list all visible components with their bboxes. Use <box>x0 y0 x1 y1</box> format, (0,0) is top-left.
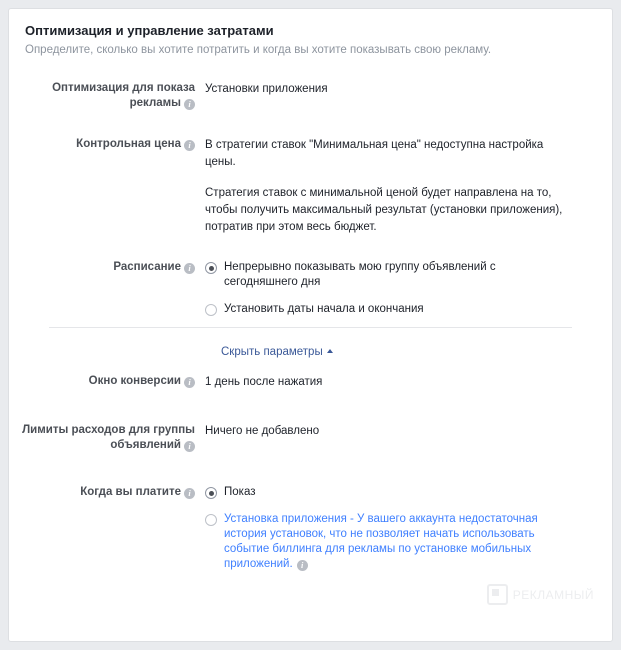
row-label-spend-limits-text: Лимиты расходов для группы объявлений <box>22 424 195 451</box>
schedule-option-dates[interactable] <box>205 302 596 317</box>
watermark-icon <box>487 584 508 605</box>
page-subtitle: Определите, сколько вы хотите потратить и когда вы хотите показывать свою рекламу. <box>25 44 492 56</box>
pay-option-app-install-label <box>224 512 569 572</box>
schedule-radio-group <box>205 260 596 317</box>
settings-card <box>8 8 613 642</box>
pay-option-impression[interactable] <box>205 485 596 500</box>
row-value-when-you-pay <box>205 485 596 572</box>
watermark <box>487 584 594 605</box>
radio-icon[interactable] <box>205 304 217 316</box>
info-icon[interactable]: i <box>184 140 195 151</box>
schedule-option-dates-label: Установить даты начала и окончания <box>224 303 424 315</box>
row-label-optimization <box>9 81 205 111</box>
info-icon[interactable]: i <box>184 263 195 274</box>
control-price-paragraph-1: В стратегии ставок "Минимальная цена" недоступна настройка цены. <box>205 139 544 168</box>
when-you-pay-radio-group <box>205 485 596 572</box>
page-title: Оптимизация и управление затратами <box>25 23 274 38</box>
pay-option-app-install-text: Установка приложения - У вашего аккаунта недостаточная история установок, что не позволяет начать использовать событие биллинга для рекламы по установке мобильных приложений. <box>224 513 538 570</box>
row-label-conversion-window-text: Окно конверсии <box>88 375 181 387</box>
info-icon[interactable]: i <box>184 441 195 452</box>
row-label-spend-limits <box>9 423 205 453</box>
info-icon[interactable]: i <box>184 99 195 110</box>
chevron-up-icon <box>327 349 333 353</box>
settings-rows <box>9 67 612 572</box>
row-label-schedule <box>9 260 205 275</box>
info-icon[interactable]: i <box>184 377 195 388</box>
card-header <box>9 9 612 67</box>
row-conversion-window <box>9 374 612 391</box>
row-spend-limits <box>9 423 612 453</box>
row-schedule <box>9 260 612 317</box>
row-label-when-you-pay <box>9 485 205 500</box>
radio-icon[interactable] <box>205 262 217 274</box>
pay-option-app-install[interactable] <box>205 512 596 572</box>
row-value-spend-limits: Ничего не добавлено <box>205 425 320 437</box>
row-value-schedule <box>205 260 596 317</box>
row-label-optimization-text: Оптимизация для показа рекламы <box>52 82 195 109</box>
radio-icon[interactable] <box>205 487 217 499</box>
toggle-row <box>221 328 612 374</box>
row-value-control-price <box>205 137 596 236</box>
schedule-option-continuous[interactable] <box>205 260 596 290</box>
info-icon[interactable]: i <box>184 488 195 499</box>
pay-option-impression-label: Показ <box>224 486 256 498</box>
hide-options-link[interactable] <box>221 346 333 358</box>
watermark-text: РЕКЛАМНЫЙ <box>512 587 594 602</box>
row-label-schedule-text: Расписание <box>113 261 181 273</box>
radio-icon[interactable] <box>205 514 217 526</box>
row-value-optimization: Установки приложения <box>205 83 328 95</box>
schedule-option-continuous-label: Непрерывно показывать мою группу объявлений с сегодняшнего дня <box>224 261 496 288</box>
row-when-you-pay <box>9 485 612 572</box>
info-icon[interactable]: i <box>297 560 308 571</box>
row-optimization <box>9 81 612 111</box>
hide-options-label: Скрыть параметры <box>221 346 323 358</box>
row-label-conversion-window <box>9 374 205 389</box>
control-price-paragraph-2: Стратегия ставок с минимальной ценой будет направлена на то, чтобы получить максимальный результат (установки приложения), потратив при этом весь бюджет. <box>205 187 563 233</box>
row-value-conversion-window: 1 день после нажатия <box>205 376 323 388</box>
row-label-control-price <box>9 137 205 152</box>
row-label-control-price-text: Контрольная цена <box>76 138 181 150</box>
row-control-price <box>9 137 612 236</box>
row-label-when-you-pay-text: Когда вы платите <box>80 486 181 498</box>
